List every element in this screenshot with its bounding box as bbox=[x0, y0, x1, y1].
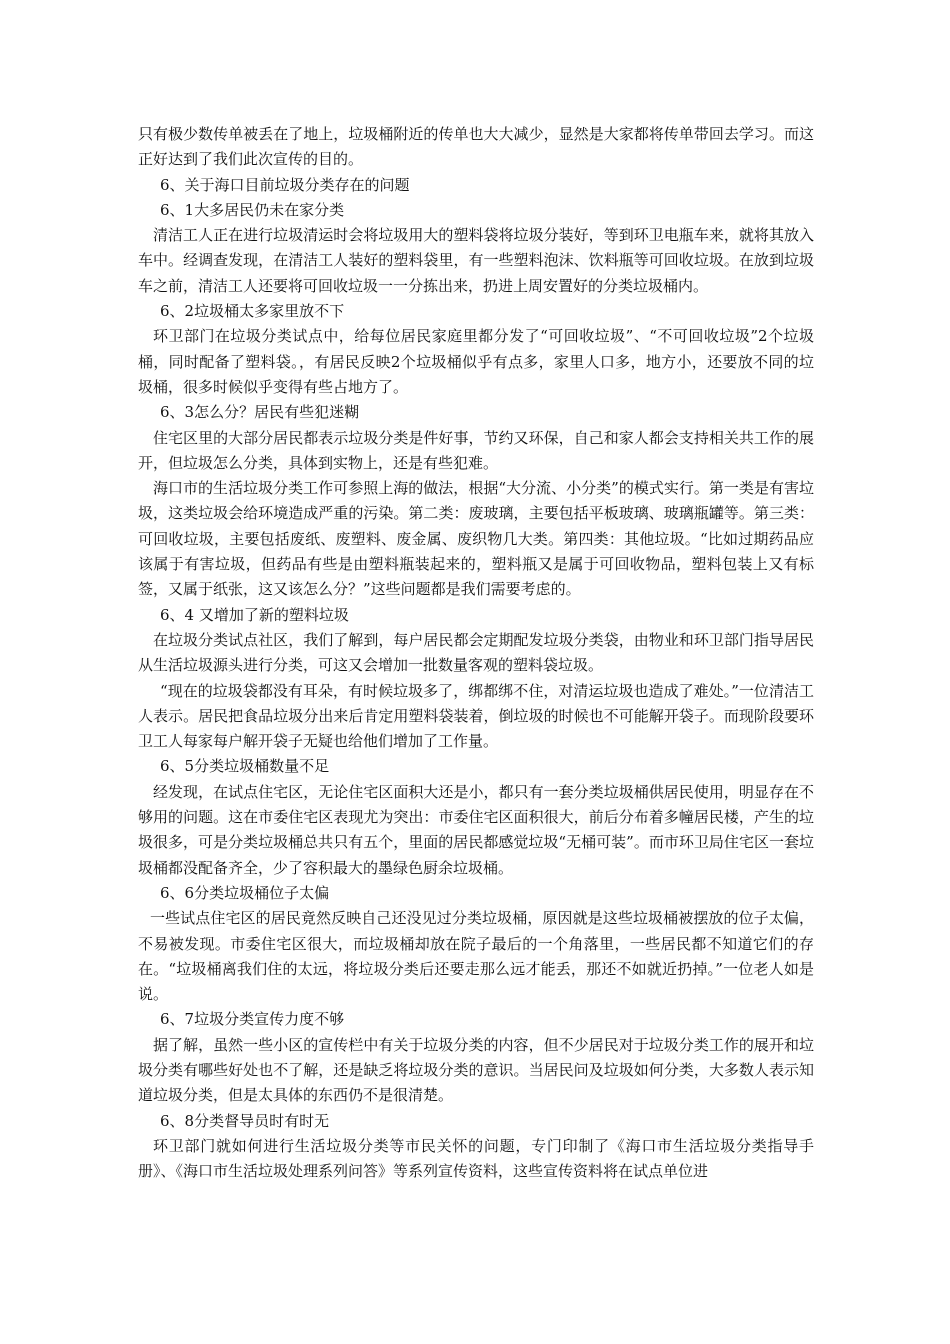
body-paragraph: 环卫部门就如何进行生活垃圾分类等市民关怀的问题，专门印制了《海口市生活垃圾分类指导手册》、《海口市生活垃圾处理系列问答》等系列宣传资料，这些宣传资料将在试点单位进 bbox=[138, 1136, 814, 1181]
body-paragraph: 一些试点住宅区的居民竟然反映自己还没见过分类垃圾桶，原因就是这些垃圾桶被摆放的位子太偏，不易被发现。市委住宅区很大，而垃圾桶却放在院子最后的一个角落里，一些居民都不知道它们的存在。“垃圾桶离我们住的太远，将垃圾分类后还要走那么远才能丢，那还不如就近扔掉。”一位老人如是说。 bbox=[138, 909, 814, 1004]
body-paragraph: 环卫部门在垃圾分类试点中，给每位居民家庭里都分发了“可回收垃圾”、“不可回收垃圾”2个垃圾桶，同时配备了塑料袋。，有居民反映2个垃圾桶似乎有点多，家里人口多，地方小，还要放不同的垃圾桶，很多时候似乎变得有些占地方了。 bbox=[138, 327, 814, 396]
subsection-heading: 6、4 又增加了新的塑料垃圾 bbox=[160, 605, 349, 624]
subsection-heading: 6、5分类垃圾桶数量不足 bbox=[160, 757, 330, 776]
body-paragraph: 清洁工人正在进行垃圾清运时会将垃圾用大的塑料袋将垃圾分装好，等到环卫电瓶车来，就将其放入车中。经调查发现，在清洁工人装好的塑料袋里，有一些塑料泡沫、饮料瓶等可回收垃圾。在放到垃圾车之前，清洁工人还要将可回收垃圾一一分拣出来，扔进上周安置好的分类垃圾桶内。 bbox=[138, 226, 814, 295]
subsection-heading: 6、2垃圾桶太多家里放不下 bbox=[160, 302, 345, 321]
body-paragraph: 只有极少数传单被丢在了地上，垃圾桶附近的传单也大大减少，显然是大家都将传单带回去学习。而这正好达到了我们此次宣传的目的。 bbox=[138, 125, 814, 169]
subsection-heading: 6、7垃圾分类宣传力度不够 bbox=[160, 1010, 345, 1029]
subsection-heading: 6、1大多居民仍未在家分类 bbox=[160, 200, 345, 219]
subsection-heading: 6、8分类督导员时有时无 bbox=[160, 1111, 330, 1130]
subsection-heading: 6、6分类垃圾桶位子太偏 bbox=[160, 883, 330, 902]
body-paragraph: “现在的垃圾袋都没有耳朵，有时候垃圾多了，绑都绑不住，对清运垃圾也造成了难处。”一位清洁工人表示。居民把食品垃圾分出来后肯定用塑料袋装着，倒垃圾的时候也不可能解开袋子。而现阶段要环卫工人每家每户解开袋子无疑也给他们增加了工作量。 bbox=[138, 681, 814, 751]
body-paragraph: 在垃圾分类试点社区，我们了解到，每户居民都会定期配发垃圾分类袋，由物业和环卫部门指导居民从生活垃圾源头进行分类，可这又会增加一批数量客观的塑料袋垃圾。 bbox=[138, 630, 814, 675]
body-paragraph: 住宅区里的大部分居民都表示垃圾分类是件好事，节约又环保，自己和家人都会支持相关共工作的展开，但垃圾怎么分类，具体到实物上，还是有些犯难。 bbox=[138, 428, 814, 472]
document-page bbox=[138, 122, 814, 1184]
body-paragraph: 经发现，在试点住宅区，无论住宅区面积大还是小，都只有一套分类垃圾桶供居民使用，明显存在不够用的问题。这在市委住宅区表现尤为突出：市委住宅区面积很大，前后分布着多幢居民楼，产生的垃圾很多，可是分类垃圾桶总共只有五个，里面的居民都感觉垃圾“无桶可装”。而市环卫局住宅区一套垃圾桶都没配备齐全，少了容积最大的墨绿色厨余垃圾桶。 bbox=[138, 782, 814, 877]
section-heading: 6、关于海口目前垃圾分类存在的问题 bbox=[160, 175, 410, 194]
subsection-heading: 6、3怎么分？居民有些犯迷糊 bbox=[160, 403, 360, 422]
body-paragraph: 据了解，虽然一些小区的宣传栏中有关于垃圾分类的内容，但不少居民对于垃圾分类工作的展开和垃圾分类有哪些好处也不了解，还是缺乏将垃圾分类的意识。当居民问及垃圾如何分类，大多数人表示知道垃圾分类，但是太具体的东西仍不是很清楚。 bbox=[138, 1035, 814, 1105]
body-paragraph: 海口市的生活垃圾分类工作可参照上海的做法，根据“大分流、小分类”的模式实行。第一类是有害垃圾，这类垃圾会给环境造成严重的污染。第二类：废玻璃，主要包括平板玻璃、玻璃瓶罐等。第三类：可回收垃圾，主要包括废纸、废塑料、废金属、废织物几大类。第四类：其他垃圾。“比如过期药品应该属于有害垃圾，但药品有些是由塑料瓶装起来的，塑料瓶又是属于可回收物品，塑料包装上又有标签，又属于纸张，这又该怎么分？”这些问题都是我们需要考虑的。 bbox=[138, 479, 814, 599]
